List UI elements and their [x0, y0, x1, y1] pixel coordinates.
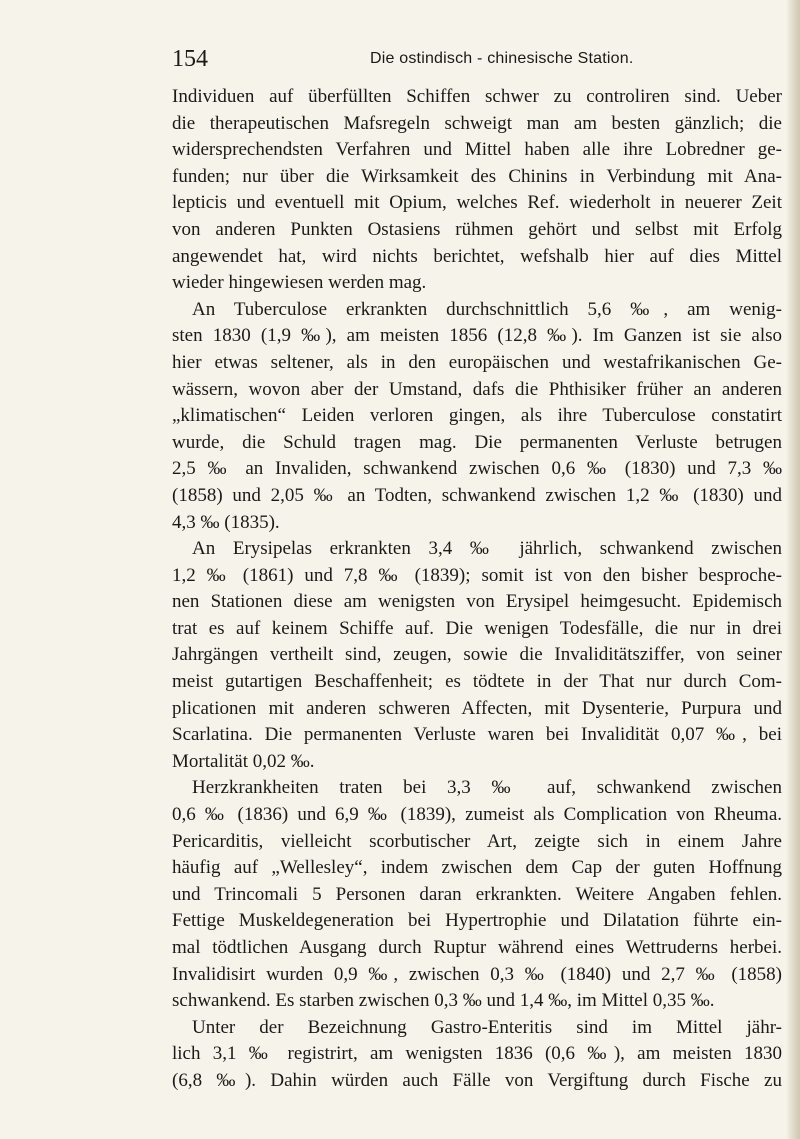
text-line: häufig auf „Wellesley“, indem zwischen dem Cap der guten Hoffnung — [172, 857, 782, 879]
text-line: wieder hingewiesen werden mag. — [172, 272, 427, 294]
text-line: Herzkrankheiten traten bei 3,3 ‰ auf, schwankend zwischen — [192, 777, 782, 799]
body-text — [172, 84, 782, 1095]
text-line: (1858) und 2,05 ‰ an Todten, schwankend zwischen 1,2 ‰ (1830) und — [172, 484, 782, 506]
text-line: Unter der Bezeichnung Gastro-Enteritis sind im Mittel jähr- — [192, 1016, 782, 1038]
page-edge — [786, 0, 800, 1139]
text-line: mal tödtlichen Ausgang durch Ruptur während eines Wettruderns herbei. — [172, 937, 782, 958]
text-line: schwankend. Es starben zwischen 0,3 ‰ und 1,4 ‰, im Mittel 0,35 ‰. — [172, 990, 715, 1012]
text-line: plicationen mit anderen schweren Affecten, mit Dysenterie, Purpura und — [172, 697, 782, 719]
text-line: An Tuberculose erkrankten durchschnittlich 5,6 ‰, am wenig- — [192, 298, 782, 320]
text-line: angewendet hat, wird nichts berichtet, wefshalb hier auf dies Mittel — [172, 245, 782, 267]
text-line: Fettige Muskeldegeneration bei Hypertrophie und Dilatation führte ein- — [172, 910, 782, 932]
text-line: und Trincomali 5 Personen daran erkrankten. Weitere Angaben fehlen. — [172, 883, 782, 905]
text-line: lepticis und eventuell mit Opium, welches Ref. wiederholt in neuerer Zeit — [172, 192, 782, 214]
text-line: wurde, die Schuld tragen mag. Die permanenten Verluste betrugen — [172, 431, 782, 453]
text-line: Jahrgängen vertheilt sind, zeugen, sowie die Invaliditätsziffer, von seiner — [172, 644, 782, 666]
page-number: 154 — [172, 46, 208, 72]
running-head: Die ostindisch - chinesische Station. — [370, 50, 634, 67]
text-line: Pericarditis, vielleicht scorbutischer Art, zeigte sich in einem Jahre — [172, 830, 782, 852]
text-line: 4,3 ‰ (1835). — [172, 511, 280, 533]
text-line: meist gutartigen Beschaffenheit; es tödtete in der That nur durch Com- — [172, 671, 782, 693]
page-header — [172, 44, 782, 74]
text-line: die therapeutischen Mafsregeln schweigt man am besten gänzlich; die — [172, 112, 782, 134]
text-line: funden; nur über die Wirksamkeit des Chinins in Verbindung mit Ana- — [172, 165, 782, 187]
text-line: wässern, wovon aber der Umstand, dafs die Phthisiker früher an anderen — [172, 378, 782, 400]
text-line: „klimatischen“ Leiden verloren gingen, als ihre Tuberculose constatirt — [172, 405, 782, 427]
text-line: widersprechendsten Verfahren und Mittel haben alle ihre Lobredner ge- — [172, 139, 782, 161]
text-line: 2,5 ‰ an Invaliden, schwankend zwischen 0,6 ‰ (1830) und 7,3 ‰ — [172, 458, 782, 480]
text-line: von anderen Punkten Ostasiens rühmen gehört und selbst mit Erfolg — [172, 218, 782, 240]
text-line: trat es auf keinem Schiffe auf. Die wenigen Todesfälle, die nur in drei — [172, 617, 782, 639]
text-line: Mortalität 0,02 ‰. — [172, 750, 315, 772]
text-line: hier etwas seltener, als in den europäischen und westafrikanischen Ge- — [172, 351, 782, 373]
text-line: lich 3,1 ‰ registrirt, am wenigsten 1836 (0,6 ‰), am meisten 1830 — [172, 1043, 782, 1065]
text-line: Individuen auf überfüllten Schiffen schwer zu controliren sind. Ueber — [172, 86, 782, 107]
text-line: 1,2 ‰ (1861) und 7,8 ‰ (1839); somit ist von den bisher besproche- — [172, 564, 782, 586]
text-line: An Erysipelas erkrankten 3,4 ‰ jährlich, schwankend zwischen — [192, 538, 782, 560]
text-line: 0,6 ‰ (1836) und 6,9 ‰ (1839), zumeist als Complication von Rheuma. — [172, 804, 782, 826]
text-line: sten 1830 (1,9 ‰), am meisten 1856 (12,8 ‰). Im Ganzen ist sie also — [172, 325, 782, 347]
text-line: Scarlatina. Die permanenten Verluste waren bei Invalidität 0,07 ‰, bei — [172, 724, 782, 746]
text-line: Invalidisirt wurden 0,9 ‰, zwischen 0,3 ‰ (1840) und 2,7 ‰ (1858) — [172, 963, 782, 985]
text-line: (6,8 ‰). Dahin würden auch Fälle von Vergiftung durch Fische zu — [172, 1069, 782, 1091]
text-line: nen Stationen diese am wenigsten von Erysipel heimgesucht. Epidemisch — [172, 591, 782, 613]
